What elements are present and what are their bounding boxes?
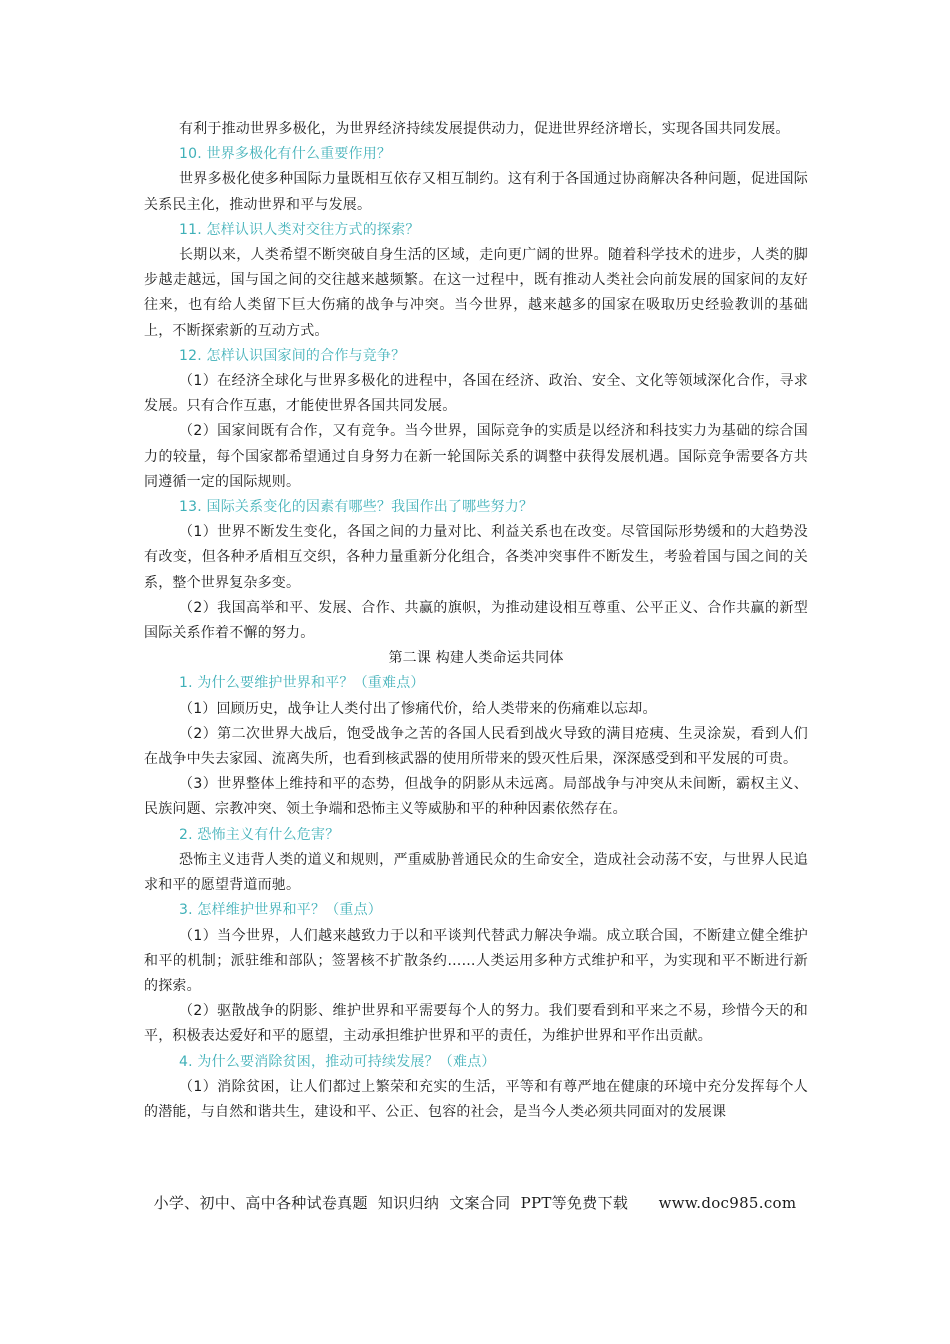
paragraph: （2）国家间既有合作，又有竞争。当今世界，国际竞争的实质是以经济和科技实力为基础的综合国力的较量，每个国家都希望通过自身努力在新一轮国际关系的调整中获得发展机遇。国际竞争需要各方共同遵循一定的国际规则。 [144,423,808,490]
paragraph: （2）驱散战争的阴影、维护世界和平需要每个人的努力。我们要看到和平来之不易，珍惜今天的和平，积极表达爱好和平的愿望，主动承担维护世界和平的责任，为维护世界和平作出贡献。 [144,1003,808,1045]
paragraph: 恐怖主义违背人类的道义和规则，严重威胁普通民众的生命安全，造成社会动荡不安，与世界人民追求和平的愿望背道而驰。 [144,851,808,894]
question-heading: 12. 怎样认识国家间的合作与竞争？ [179,347,406,364]
lesson-title: 第二课 构建人类命运共同体 [388,650,564,667]
paragraph: （1）消除贫困，让人们都过上繁荣和充实的生活，平等和有尊严地在健康的环境中充分发挥每个人的潜能，与自然和谐共生，建设和平、公正、包容的社会，是当今人类必须共同面对的发展课 [144,1078,808,1120]
paragraph: （2）我国高举和平、发展、合作、共赢的旗帜，为推动建设相互尊重、公平正义、合作共赢的新型国际关系作着不懈的努力。 [144,599,808,642]
page-content [144,117,808,1125]
paragraph: （1）当今世界，人们越来越致力于以和平谈判代替武力解决争端。成立联合国，不断建立健全维护和平的机制；派驻维和部队；签署核不扩散条约……人类运用多种方式维护和平，为实现和平不断进行新的探索。 [144,927,808,994]
question-heading: 1. 为什么要维护世界和平？（重难点） [179,675,425,692]
question-heading: 11. 怎样认识人类对交往方式的探索？ [179,221,420,238]
paragraph: 有利于推动世界多极化，为世界经济持续发展提供动力，促进世界经济增长，实现各国共同发展。 [179,121,790,137]
question-heading: 3. 怎样维护世界和平？（重点） [179,902,383,919]
question-heading: 4. 为什么要消除贫困，推动可持续发展？（难点） [179,1053,496,1070]
paragraph: （1）回顾历史，战争让人类付出了惨痛代价，给人类带来的伤痛难以忘却。 [179,700,657,717]
paragraph: （1）世界不断发生变化，各国之间的力量对比、利益关系也在改变。尽管国际形势缓和的大趋势没有改变，但各种矛盾相互交织，各种力量重新分化组合，各类冲突事件不断发生，考验着国与国之间的关系，整个世界复杂多变。 [144,524,808,591]
paragraph: （3）世界整体上维持和平的态势，但战争的阴影从未远离。局部战争与冲突从未间断，霸权主义、民族问题、宗教冲突、领土争端和恐怖主义等威胁和平的种种因素依然存在。 [144,776,808,818]
question-heading: 13. 国际关系变化的因素有哪些？我国作出了哪些努力？ [179,499,534,516]
footer-text: 小学、初中、高中各种试卷真题 知识归纳 文案合同 PPT等免费下载 [153,1194,629,1212]
paragraph: 世界多极化使多种国际力量既相互依存又相互制约。这有利于各国通过协商解决各种问题，促进国际关系民主化，推动世界和平与发展。 [144,171,808,213]
question-heading: 2. 恐怖主义有什么危害？ [179,826,340,843]
paragraph: 长期以来，人类希望不断突破自身生活的区域，走向更广阔的世界。随着科学技术的进步，人类的脚步越走越远，国与国之间的交往越来越频繁。在这一过程中，既有推动人类社会向前发展的国家间的友好往来，也有给人类留下巨大伤痛的战争与冲突。当今世界，越来越多的国家在吸取历史经验教训的基础上，不断探索新的互动方式。 [144,247,808,339]
question-heading: 10. 世界多极化有什么重要作用？ [179,146,392,163]
page-footer [0,1192,950,1213]
footer-url[interactable]: www.doc985.com [658,1194,797,1212]
paragraph: （2）第二次世界大战后，饱受战争之苦的各国人民看到战火导致的满目疮痍、生灵涂炭，看到人们在战争中失去家园、流离失所，也看到核武器的使用所带来的毁灭性后果，深深感受到和平发展的可贵。 [144,725,808,768]
paragraph: （1）在经济全球化与世界多极化的进程中，各国在经济、政治、安全、文化等领域深化合作，寻求发展。只有合作互惠，才能使世界各国共同发展。 [144,373,808,415]
